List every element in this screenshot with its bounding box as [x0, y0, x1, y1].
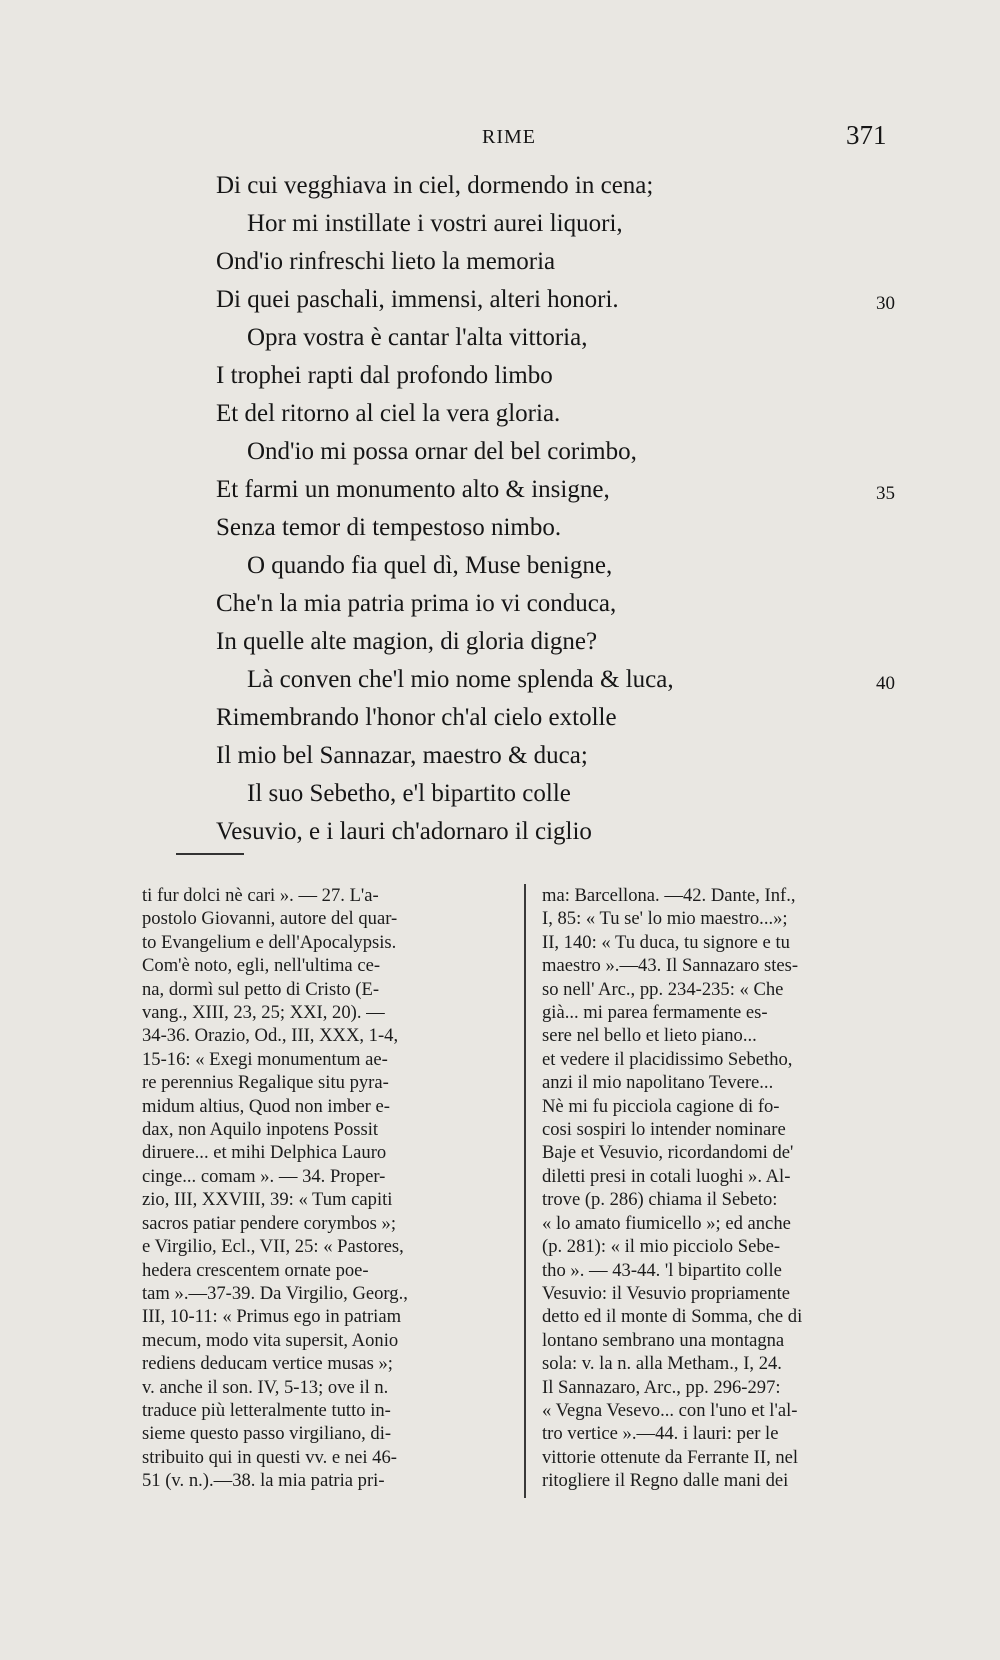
note-line: cinge... comam ». — 34. Proper-: [142, 1165, 386, 1187]
note-line: tro vertice ».—44. i lauri: per le: [542, 1423, 779, 1445]
verse-line: Che'n la mia patria prima io vi conduca,: [216, 590, 617, 617]
note-line: e Virgilio, Ecl., VII, 25: « Pastores,: [142, 1236, 404, 1258]
verse-line: Vesuvio, e i lauri ch'adornaro il ciglio: [216, 818, 592, 845]
note-line: et vedere il placidissimo Sebetho,: [542, 1048, 793, 1070]
note-line: I, 85: « Tu se' lo mio maestro...»;: [542, 908, 788, 930]
note-line: hedera crescentem ornate poe-: [142, 1259, 369, 1281]
note-line: « Vegna Vesevo... con l'uno et l'al-: [542, 1399, 798, 1421]
note-line: zio, III, XXVIII, 39: « Tum capiti: [142, 1189, 393, 1211]
note-line: 34-36. Orazio, Od., III, XXX, 1-4,: [142, 1025, 399, 1047]
page-number: 371: [846, 120, 887, 150]
line-number: 35: [876, 483, 895, 504]
note-line: Il Sannazaro, Arc., pp. 296-297:: [542, 1376, 781, 1398]
verse-line: Il suo Sebetho, e'l bipartito colle: [247, 780, 571, 807]
footnote-column-left: [142, 884, 506, 1493]
note-line: (p. 281): « il mio picciolo Sebe-: [542, 1236, 781, 1258]
verse-line: Opra vostra è cantar l'alta vittoria,: [247, 324, 588, 351]
note-line: sieme questo passo virgiliano, di-: [142, 1423, 392, 1445]
line-number: 40: [876, 673, 895, 694]
note-line: midum altius, Quod non imber e-: [142, 1095, 390, 1117]
note-line: re perennius Regalique situ pyra-: [142, 1072, 389, 1094]
line-number: 30: [876, 293, 895, 314]
verse-line: Di cui vegghiava in ciel, dormendo in cena;: [216, 172, 654, 199]
note-line: sola: v. la n. alla Metham., I, 24.: [542, 1353, 782, 1375]
note-line: mecum, modo vita supersit, Aonio: [142, 1329, 399, 1351]
note-line: sacros patiar pendere corymbos »;: [142, 1212, 397, 1234]
note-line: « lo amato fiumicello »; ed anche: [542, 1212, 791, 1234]
note-line: tho ». — 43-44. 'l bipartito colle: [542, 1259, 782, 1281]
note-line: diletti presi in cotali luoghi ». Al-: [542, 1165, 791, 1187]
verse-line: Là conven che'l mio nome splenda & luca,: [247, 666, 674, 693]
note-line: Nè mi fu picciola cagione di fo-: [542, 1095, 780, 1117]
note-line: rediens deducam vertice musas »;: [142, 1353, 393, 1375]
verse-line: Ond'io rinfreschi lieto la memoria: [216, 248, 556, 275]
note-line: na, dormì sul petto di Cristo (E-: [142, 978, 380, 1000]
verse-line: Hor mi instillate i vostri aurei liquori,: [247, 210, 623, 237]
verse-line: I trophei rapti dal profondo limbo: [216, 362, 553, 389]
note-line: stribuito qui in questi vv. e nei 46-: [142, 1446, 397, 1468]
note-line: dax, non Aquilo inpotens Possit: [142, 1119, 379, 1141]
note-line: Com'è noto, egli, nell'ultima ce-: [142, 955, 381, 977]
footnote-separator: [176, 853, 244, 855]
note-line: ritogliere il Regno dalle mani dei: [542, 1470, 789, 1492]
note-line: trove (p. 286) chiama il Sebeto:: [542, 1189, 778, 1211]
note-line: sere nel bello et lieto piano...: [542, 1025, 757, 1047]
note-line: postolo Giovanni, autore del quar-: [142, 908, 398, 930]
note-line: maestro ».—43. Il Sannazaro stes-: [542, 955, 799, 977]
verse-line: Ond'io mi possa ornar del bel corimbo,: [247, 438, 637, 465]
note-line: vang., XIII, 23, 25; XXI, 20). —: [142, 1002, 385, 1024]
note-line: anzi il mio napolitano Tevere...: [542, 1072, 774, 1094]
note-line: v. anche il son. IV, 5-13; ove il n.: [142, 1376, 389, 1398]
verse-line: Senza temor di tempestoso nimbo.: [216, 514, 562, 541]
note-line: 15-16: « Exegi monumentum ae-: [142, 1048, 388, 1070]
note-line: traduce più letteralmente tutto in-: [142, 1399, 391, 1421]
note-line: Baje et Vesuvio, ricordandomi de': [542, 1142, 794, 1164]
running-title: RIME: [482, 126, 536, 148]
note-line: III, 10-11: « Primus ego in patriam: [142, 1306, 402, 1328]
note-line: so nell' Arc., pp. 234-235: « Che: [542, 978, 784, 1000]
note-line: 51 (v. n.).—38. la mia patria pri-: [142, 1470, 385, 1492]
note-line: vittorie ottenute da Ferrante II, nel: [542, 1446, 799, 1468]
note-line: to Evangelium e dell'Apocalypsis.: [142, 931, 397, 953]
page-header: [0, 120, 1000, 166]
footnote-column-right: [542, 884, 916, 1493]
note-line: detto ed il monte di Somma, che di: [542, 1306, 803, 1328]
verse-line: O quando fia quel dì, Muse benigne,: [247, 552, 613, 579]
verse-line: Rimembrando l'honor ch'al cielo extolle: [216, 704, 617, 731]
note-line: già... mi parea fermamente es-: [542, 1002, 768, 1024]
note-line: diruere... et mihi Delphica Lauro: [142, 1142, 387, 1164]
column-divider: [524, 884, 526, 1498]
note-line: tam ».—37-39. Da Virgilio, Georg.,: [142, 1282, 408, 1304]
note-line: ma: Barcellona. —42. Dante, Inf.,: [542, 885, 796, 906]
verse-line: Il mio bel Sannazar, maestro & duca;: [216, 742, 588, 769]
verse-line: Di quei paschali, immensi, alteri honori.: [216, 286, 619, 313]
note-line: II, 140: « Tu duca, tu signore e tu: [542, 931, 790, 953]
footnotes: [142, 884, 916, 1504]
note-line: cosi sospiri lo intender nominare: [542, 1119, 786, 1141]
verse-line: Et farmi un monumento alto & insigne,: [216, 476, 610, 503]
note-line: Vesuvio: il Vesuvio propriamente: [542, 1282, 791, 1304]
verse-line: In quelle alte magion, di gloria digne?: [216, 628, 598, 655]
verse-line: Et del ritorno al ciel la vera gloria.: [216, 400, 561, 427]
note-line: lontano sembrano una montagna: [542, 1329, 785, 1351]
note-line: ti fur dolci nè cari ». — 27. L'a-: [142, 885, 379, 906]
